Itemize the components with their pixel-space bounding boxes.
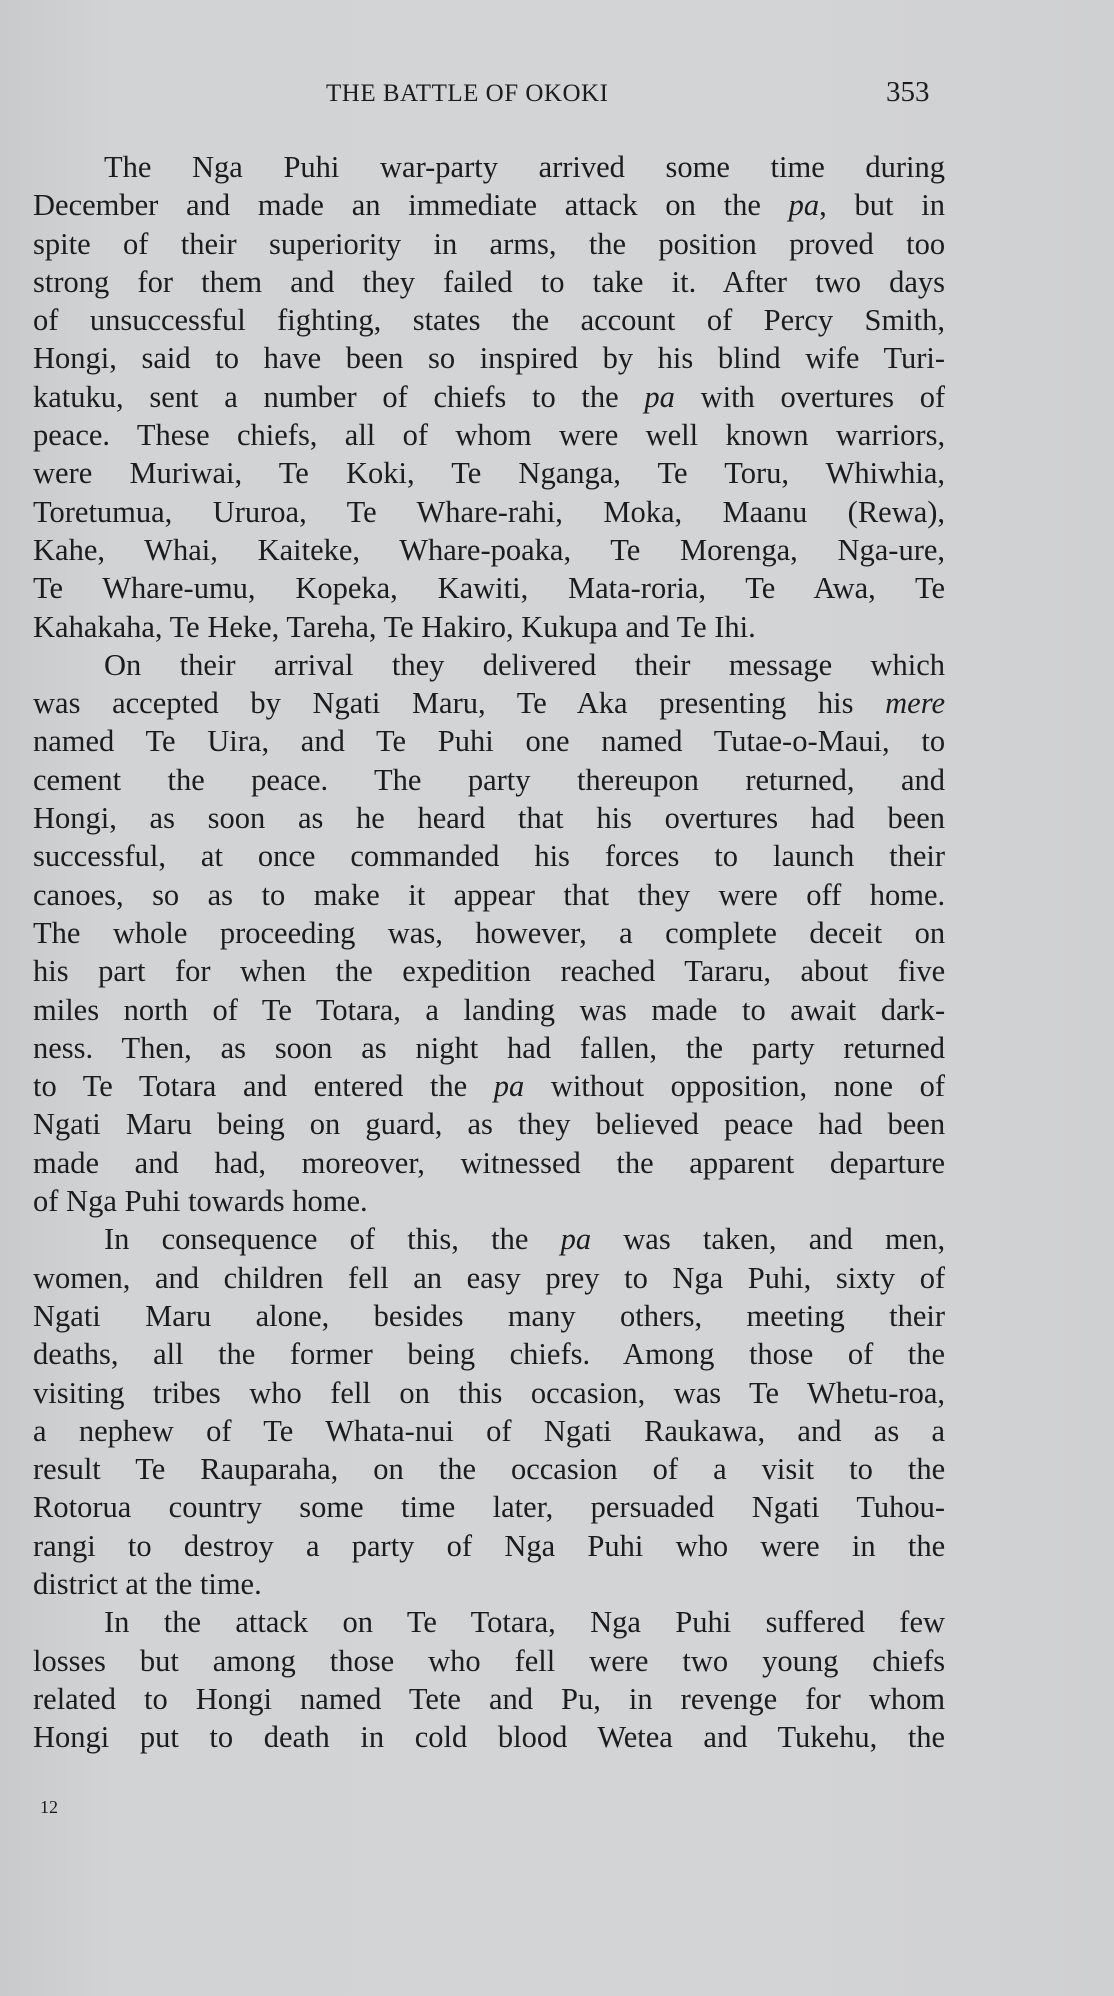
text-line: cement the peace. The party thereupon returned, and xyxy=(33,762,945,797)
body-text xyxy=(33,148,945,1756)
text-line: Ngati Maru alone, besides many others, meeting their xyxy=(33,1298,945,1333)
text-line: The Nga Puhi war-party arrived some time during xyxy=(104,150,945,184)
text-line: On their arrival they delivered their message which xyxy=(104,647,945,682)
text-line: his part for when the expedition reached Tararu, about five xyxy=(33,954,945,989)
text-line: ness. Then, as soon as night had fallen, the party returned xyxy=(33,1030,945,1065)
text-line: to Te Totara and entered the pa without opposition, none of xyxy=(33,1069,945,1104)
text-line: successful, at once commanded his forces to launch their xyxy=(33,839,945,874)
text-line: women, and children fell an easy prey to Nga Puhi, sixty of xyxy=(33,1260,945,1295)
text-line: was accepted by Ngati Maru, Te Aka presenting his mere xyxy=(33,686,945,721)
text-line: In the attack on Te Totara, Nga Puhi suffered few xyxy=(104,1605,945,1640)
text-line: Hongi, said to have been so inspired by his blind wife Turi- xyxy=(33,341,945,376)
running-head-title: THE BATTLE OF OKOKI xyxy=(326,80,609,107)
text-line: rangi to destroy a party of Nga Puhi who were in the xyxy=(33,1528,945,1563)
text-line: losses but among those who fell were two young chiefs xyxy=(33,1643,945,1678)
text-line: Rotorua country some time later, persuaded Ngati Tuhou- xyxy=(33,1490,945,1525)
text-line: canoes, so as to make it appear that they were off home. xyxy=(33,877,945,912)
text-line: In consequence of this, the pa was taken, and men, xyxy=(104,1222,945,1257)
signature-mark: 12 xyxy=(40,1797,58,1817)
text-line: Ngati Maru being on guard, as they believed peace had been xyxy=(33,1107,945,1142)
text-line: district at the time. xyxy=(33,1566,262,1601)
text-line: Hongi, as soon as he heard that his overtures had been xyxy=(33,801,945,836)
text-line: named Te Uira, and Te Puhi one named Tutae-o-Maui, to xyxy=(33,724,945,759)
text-line: visiting tribes who fell on this occasion, was Te Whetu-roa, xyxy=(33,1375,945,1410)
text-line: Kahakaha, Te Heke, Tareha, Te Hakiro, Kukupa and Te Ihi. xyxy=(33,609,756,644)
text-line: Toretumua, Ururoa, Te Whare-rahi, Moka, Maanu (Rewa), xyxy=(33,494,945,529)
text-line: related to Hongi named Tete and Pu, in revenge for whom xyxy=(33,1681,945,1716)
text-line: strong for them and they failed to take it. After two days xyxy=(33,264,945,299)
text-line: made and had, moreover, witnessed the apparent departure xyxy=(33,1145,945,1180)
page-number: 353 xyxy=(886,76,930,108)
text-line: The whole proceeding was, however, a complete deceit on xyxy=(33,915,945,950)
text-line: Hongi put to death in cold blood Wetea and Tukehu, the xyxy=(33,1720,945,1755)
text-line: miles north of Te Totara, a landing was made to await dark- xyxy=(33,992,945,1027)
text-line: result Te Rauparaha, on the occasion of a visit to the xyxy=(33,1452,945,1487)
text-line: Te Whare-umu, Kopeka, Kawiti, Mata-roria, Te Awa, Te xyxy=(33,571,945,606)
text-line: a nephew of Te Whata-nui of Ngati Raukawa, and as a xyxy=(33,1413,945,1448)
text-line: peace. These chiefs, all of whom were well known warriors, xyxy=(33,418,945,453)
text-line: were Muriwai, Te Koki, Te Nganga, Te Toru, Whiwhia, xyxy=(33,456,945,491)
text-line: Kahe, Whai, Kaiteke, Whare-poaka, Te Morenga, Nga-ure, xyxy=(33,532,945,567)
text-line: katuku, sent a number of chiefs to the pa with overtures of xyxy=(33,379,945,414)
text-line: spite of their superiority in arms, the position proved too xyxy=(33,226,945,261)
text-line: December and made an immediate attack on the pa, but in xyxy=(33,188,945,223)
text-line: deaths, all the former being chiefs. Among those of the xyxy=(33,1337,945,1372)
text-line: of Nga Puhi towards home. xyxy=(33,1184,368,1219)
text-line: of unsuccessful fighting, states the account of Percy Smith, xyxy=(33,303,945,338)
